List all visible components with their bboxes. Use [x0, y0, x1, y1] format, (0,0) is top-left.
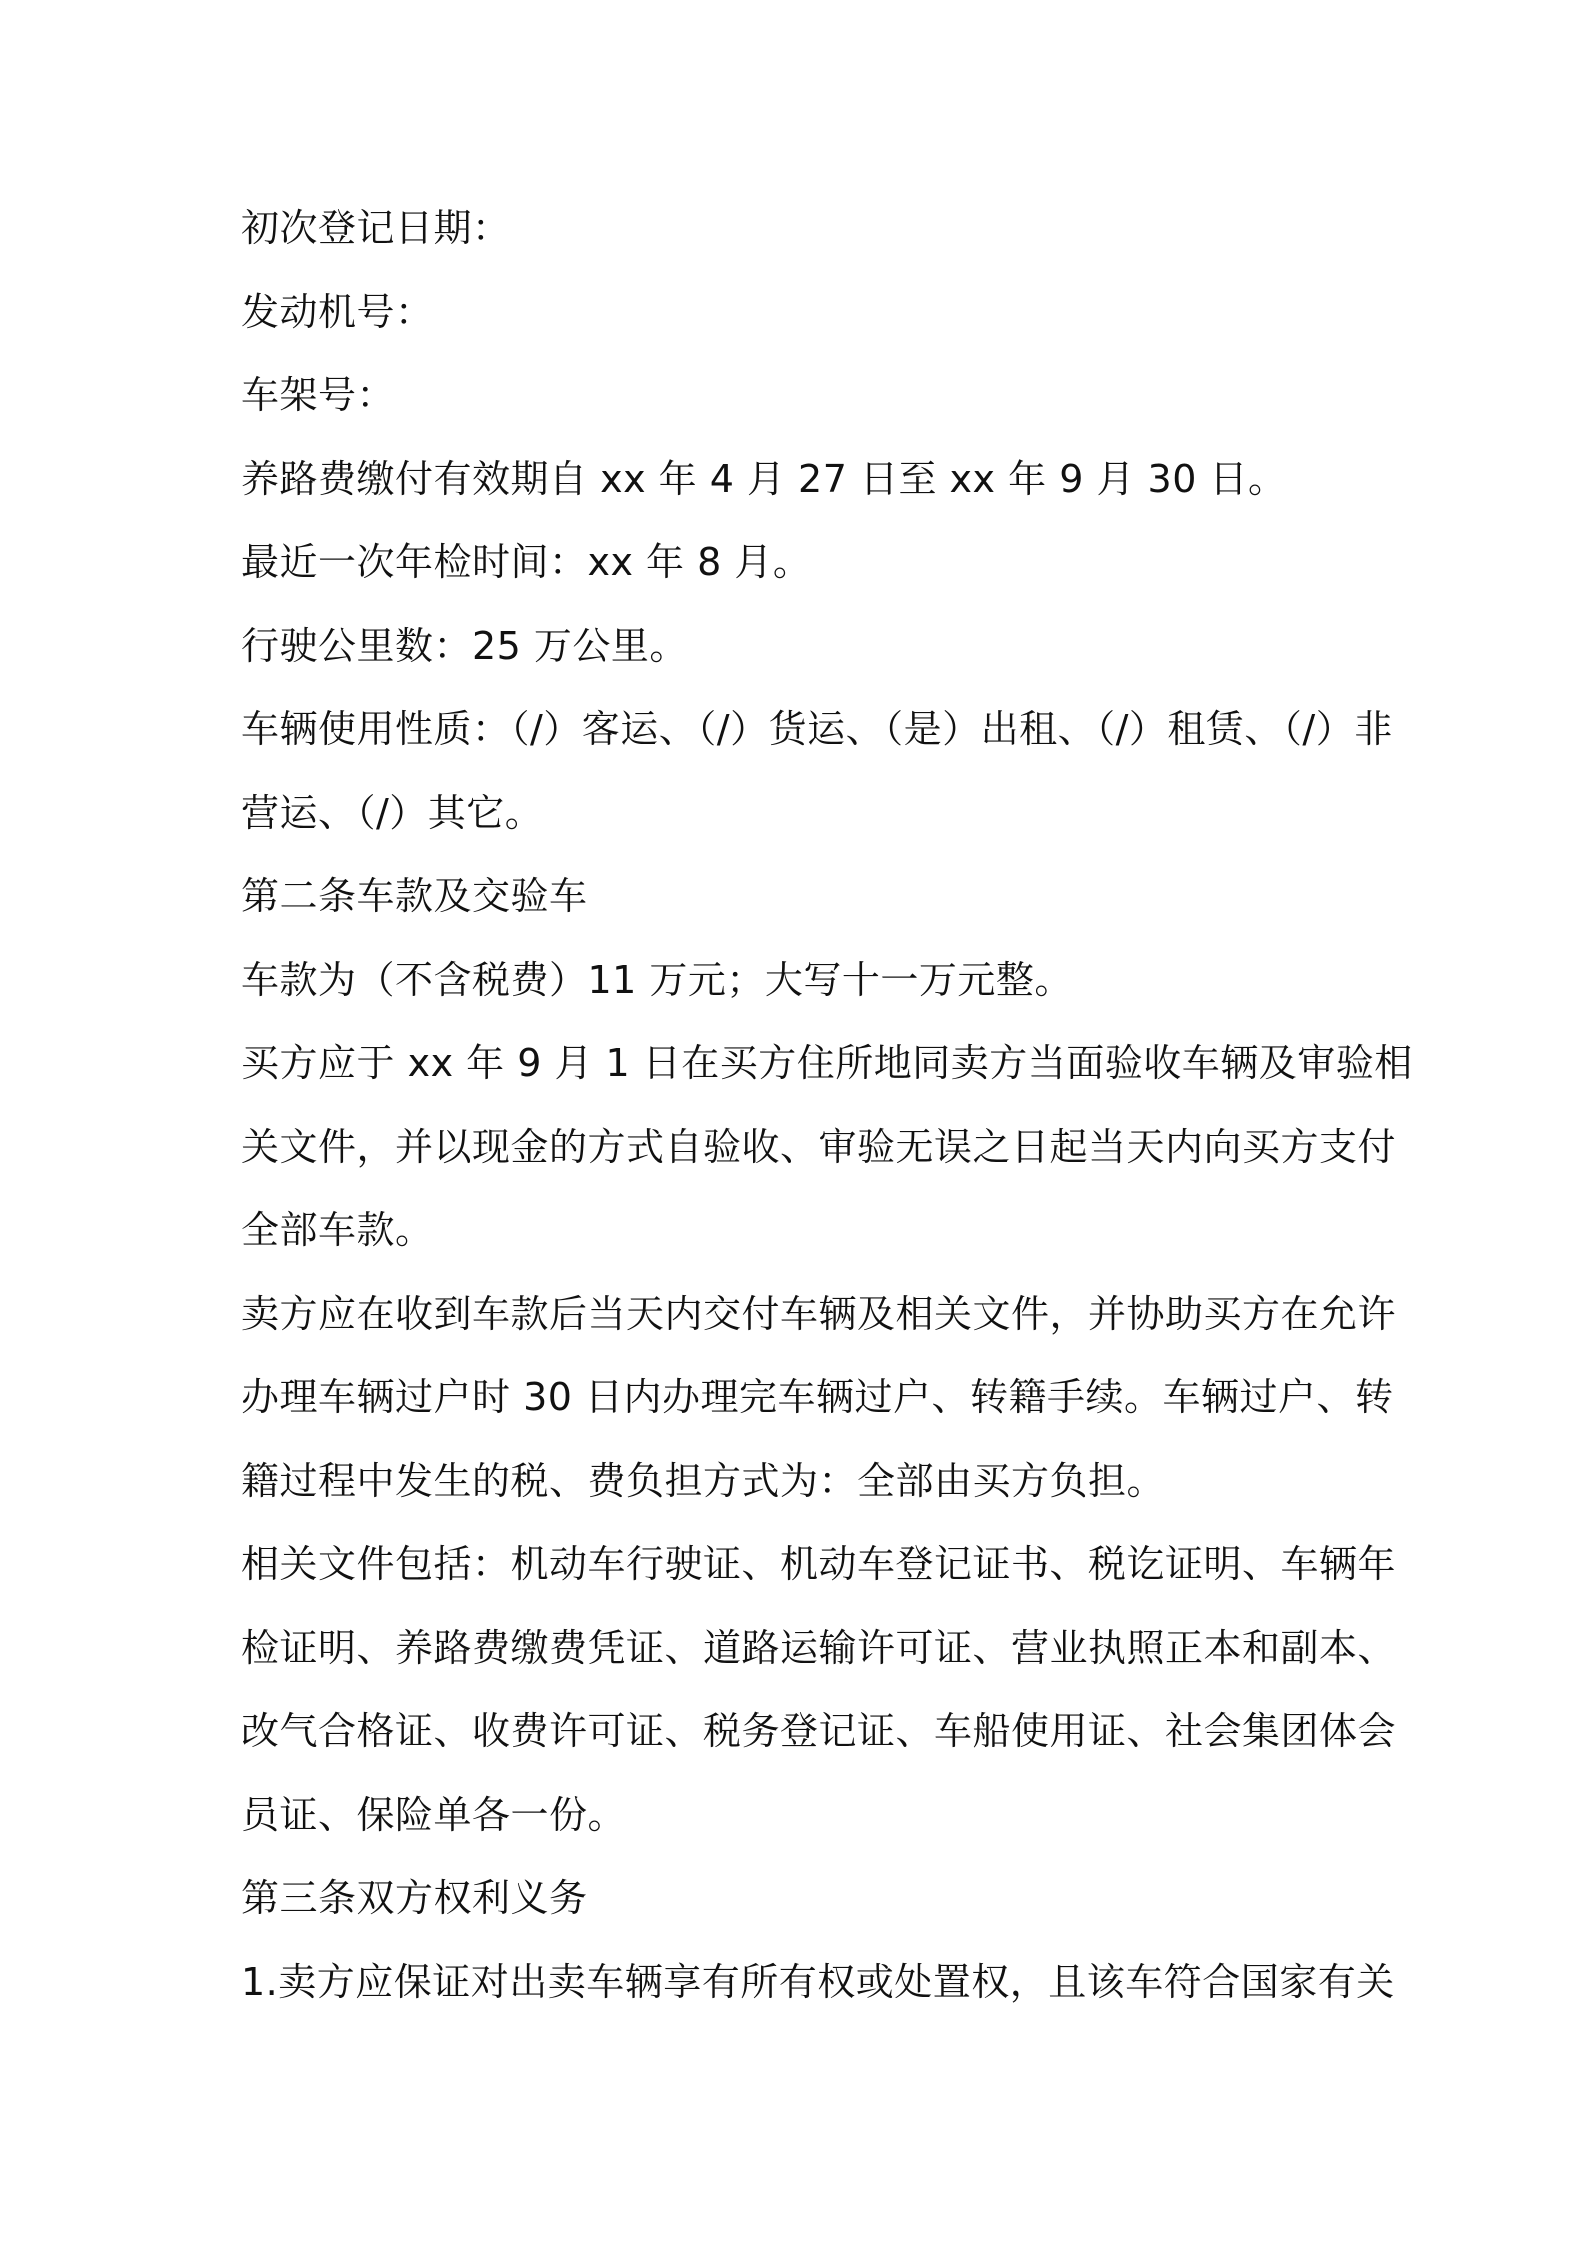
article-two-heading: 第二条车款及交验车: [241, 874, 588, 918]
article-three-heading: 第三条双方权利义务: [241, 1876, 588, 1920]
road-fee-validity-line: 养路费缴付有效期自 xx 年 4 月 27 日至 xx 年 9 月 30 日。: [241, 456, 1287, 501]
vehicle-usage-line-2: 营运、（/）其它。: [241, 790, 544, 835]
documents-paragraph-line-4: 员证、保险单各一份。: [241, 1792, 627, 1837]
documents-paragraph-line-2: 检证明、养路费缴费凭证、道路运输许可证、营业执照正本和副本、: [241, 1625, 1397, 1670]
price-line: 车款为（不含税费）11 万元；大写十一万元整。: [241, 957, 1073, 1002]
engine-number-line: 发动机号：: [241, 289, 434, 334]
mileage-line: 行驶公里数：25 万公里。: [241, 623, 688, 668]
document-body: [241, 196, 1413, 2033]
documents-paragraph-line-1: 相关文件包括：机动车行驶证、机动车登记证书、税讫证明、车辆年: [241, 1542, 1397, 1586]
vehicle-usage-line-1: 车辆使用性质：（/）客运、（/）货运、（是）出租、（/）租赁、（/）非: [241, 707, 1393, 751]
registration-date-line: 初次登记日期：: [241, 206, 511, 250]
inspection-paragraph-line-1: 买方应于 xx 年 9 月 1 日在买方住所地同卖方当面验收车辆及审验相: [241, 1041, 1413, 1085]
documents-paragraph-line-3: 改气合格证、收费许可证、税务登记证、车船使用证、社会集团体会: [241, 1709, 1397, 1753]
delivery-paragraph-line-3: 籍过程中发生的税、费负担方式为：全部由买方负担。: [241, 1458, 1166, 1503]
delivery-paragraph-line-2: 办理车辆过户时 30 日内办理完车辆过户、转籍手续。车辆过户、转: [241, 1375, 1394, 1419]
inspection-paragraph-line-2: 关文件，并以现金的方式自验收、审验无误之日起当天内向买方支付: [241, 1124, 1397, 1169]
delivery-paragraph-line-1: 卖方应在收到车款后当天内交付车辆及相关文件，并协助买方在允许: [241, 1291, 1397, 1336]
inspection-paragraph-line-3: 全部车款。: [241, 1208, 434, 1252]
last-inspection-line: 最近一次年检时间：xx 年 8 月。: [241, 540, 812, 584]
seller-obligation-line-1: 1.卖方应保证对出卖车辆享有所有权或处置权，且该车符合国家有关: [241, 1959, 1395, 2004]
frame-number-line: 车架号：: [241, 373, 396, 417]
